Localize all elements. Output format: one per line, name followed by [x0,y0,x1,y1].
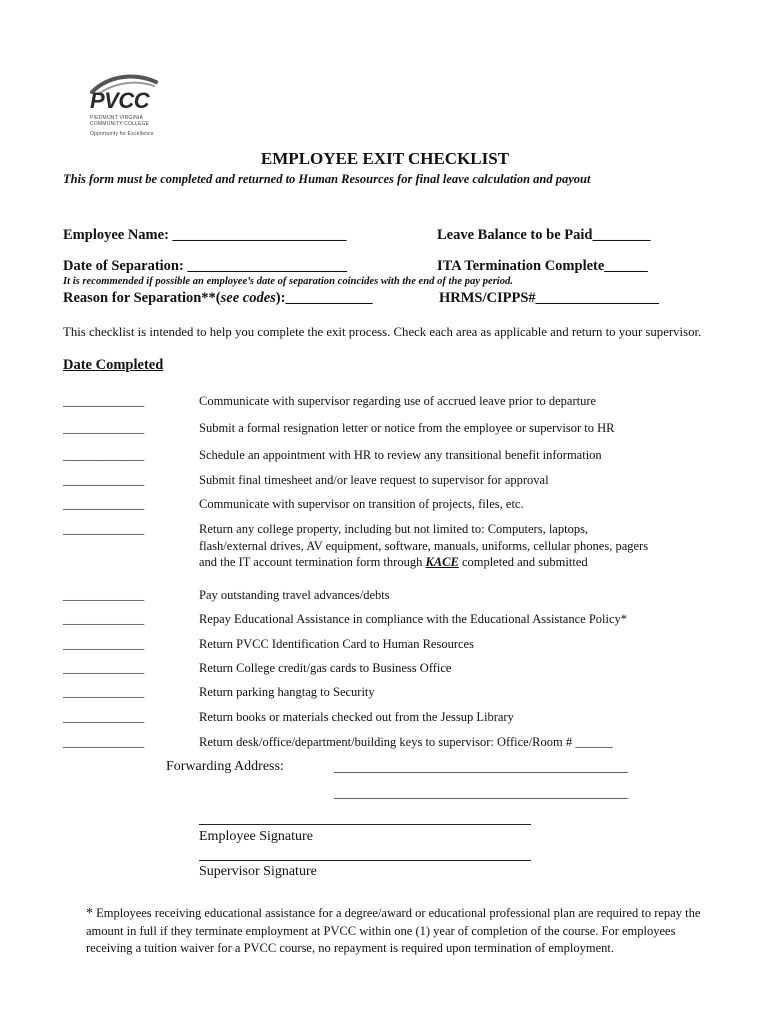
checklist-item-10: Return College credit/gas cards to Business Office [199,661,452,675]
employee-name-field[interactable]: Employee Name: ________________________ [63,227,347,243]
checklist-item-property [199,521,648,571]
leave-balance-field[interactable]: Leave Balance to be Paid________ [437,227,651,243]
checklist-item-8: Repay Educational Assistance in compliance with the Educational Assistance Policy* [199,612,628,626]
checklist-item-2: Submit a formal resignation letter or notice from the employee or supervisor to HR [199,421,615,435]
property-line-3-suffix: completed and submitted [458,555,588,569]
footnote [86,905,706,958]
checklist-item-5: Communicate with supervisor on transition of projects, files, etc. [199,497,524,511]
property-line-3-prefix: and the IT account termination form through [199,555,426,569]
date-blank-5[interactable]: _____________ [63,497,145,511]
separation-note-text: It is recommended if possible an employee’s date of separation coincides with the end of the pay period. [63,276,513,287]
footnote-star: * [86,906,93,921]
date-blank-13[interactable]: _____________ [63,735,145,749]
date-blank-6[interactable]: _____________ [63,522,145,536]
ita-termination-field[interactable]: ITA Termination Complete______ [437,258,648,274]
date-blank-8[interactable]: _____________ [63,612,145,626]
checklist-item-9: Return PVCC Identification Card to Human Resources [199,637,474,651]
pvcc-logo [86,74,164,140]
reason-see-codes: see codes [220,290,276,306]
logo-wordmark: PVCC [90,88,150,113]
supervisor-signature-line[interactable] [199,860,531,861]
footnote-text: Employees receiving educational assistance for a degree/award or educational professional plan are required to repay the amount in full if they terminate employment at PVCC within one (1) year of completion of the course. For employees receiving a tuition waiver for a PVCC course, no repayment is required upon termination of employment. [86,906,701,955]
date-completed-heading: Date Completed [63,357,164,373]
date-blank-9[interactable]: _____________ [63,637,145,651]
reason-prefix: Reason for Separation**( [63,290,221,306]
checklist-item-4: Submit final timesheet and/or leave request to supervisor for approval [199,473,549,487]
date-blank-7[interactable]: _____________ [63,588,145,602]
date-blank-10[interactable]: _____________ [63,661,145,675]
date-of-separation-field[interactable]: Date of Separation: ______________________ [63,258,347,274]
forwarding-address-line-2[interactable]: __________________________________________ [334,786,628,801]
checklist-item-11: Return parking hangtag to Security [199,685,375,699]
separation-note [63,276,513,287]
supervisor-signature-label: Supervisor Signature [199,864,317,879]
logo-line-1: PIEDMONT VIRGINIA [90,115,144,121]
kace-link[interactable]: KACE [425,555,459,569]
intro-text: This checklist is intended to help you complete the exit process. Check each area as applicable and return to your supervisor. [63,325,702,339]
page-subtitle: This form must be completed and returned to Human Resources for final leave calculation and payout [63,172,591,186]
forwarding-address-label: Forwarding Address: [166,759,284,774]
checklist-item-3: Schedule an appointment with HR to review any transitional benefit information [199,448,602,462]
date-blank-12[interactable]: _____________ [63,710,145,724]
logo-tagline: Opportunity for Excellence [90,131,154,137]
logo-line-2: COMMUNITY COLLEGE [90,121,150,127]
page-title: EMPLOYEE EXIT CHECKLIST [260,149,510,168]
checklist-item-7: Pay outstanding travel advances/debts [199,588,390,602]
hrms-cipps-field[interactable]: HRMS/CIPPS#_________________ [439,290,659,306]
date-blank-4[interactable]: _____________ [63,473,145,487]
forwarding-address-line-1[interactable]: __________________________________________ [334,760,628,775]
reason-suffix: ):____________ [275,290,373,306]
date-blank-2[interactable]: _____________ [63,421,145,435]
property-line-1: Return any college property, including but not limited to: Computers, laptops, [199,522,589,536]
checklist-item-13: Return desk/office/department/building keys to supervisor: Office/Room # ______ [199,735,613,749]
property-line-3 [199,554,648,571]
employee-signature-line[interactable] [199,824,531,825]
date-blank-1[interactable]: _____________ [63,394,145,408]
date-blank-3[interactable]: _____________ [63,448,145,462]
checklist-item-12: Return books or materials checked out from the Jessup Library [199,710,514,724]
reason-for-separation-field[interactable] [63,290,372,307]
employee-signature-label: Employee Signature [199,829,313,844]
date-blank-11[interactable]: _____________ [63,685,145,699]
checklist-item-1: Communicate with supervisor regarding use of accrued leave prior to departure [199,394,597,408]
property-line-2: flash/external drives, AV equipment, software, manuals, uniforms, cellular phones, pagers [199,538,649,553]
